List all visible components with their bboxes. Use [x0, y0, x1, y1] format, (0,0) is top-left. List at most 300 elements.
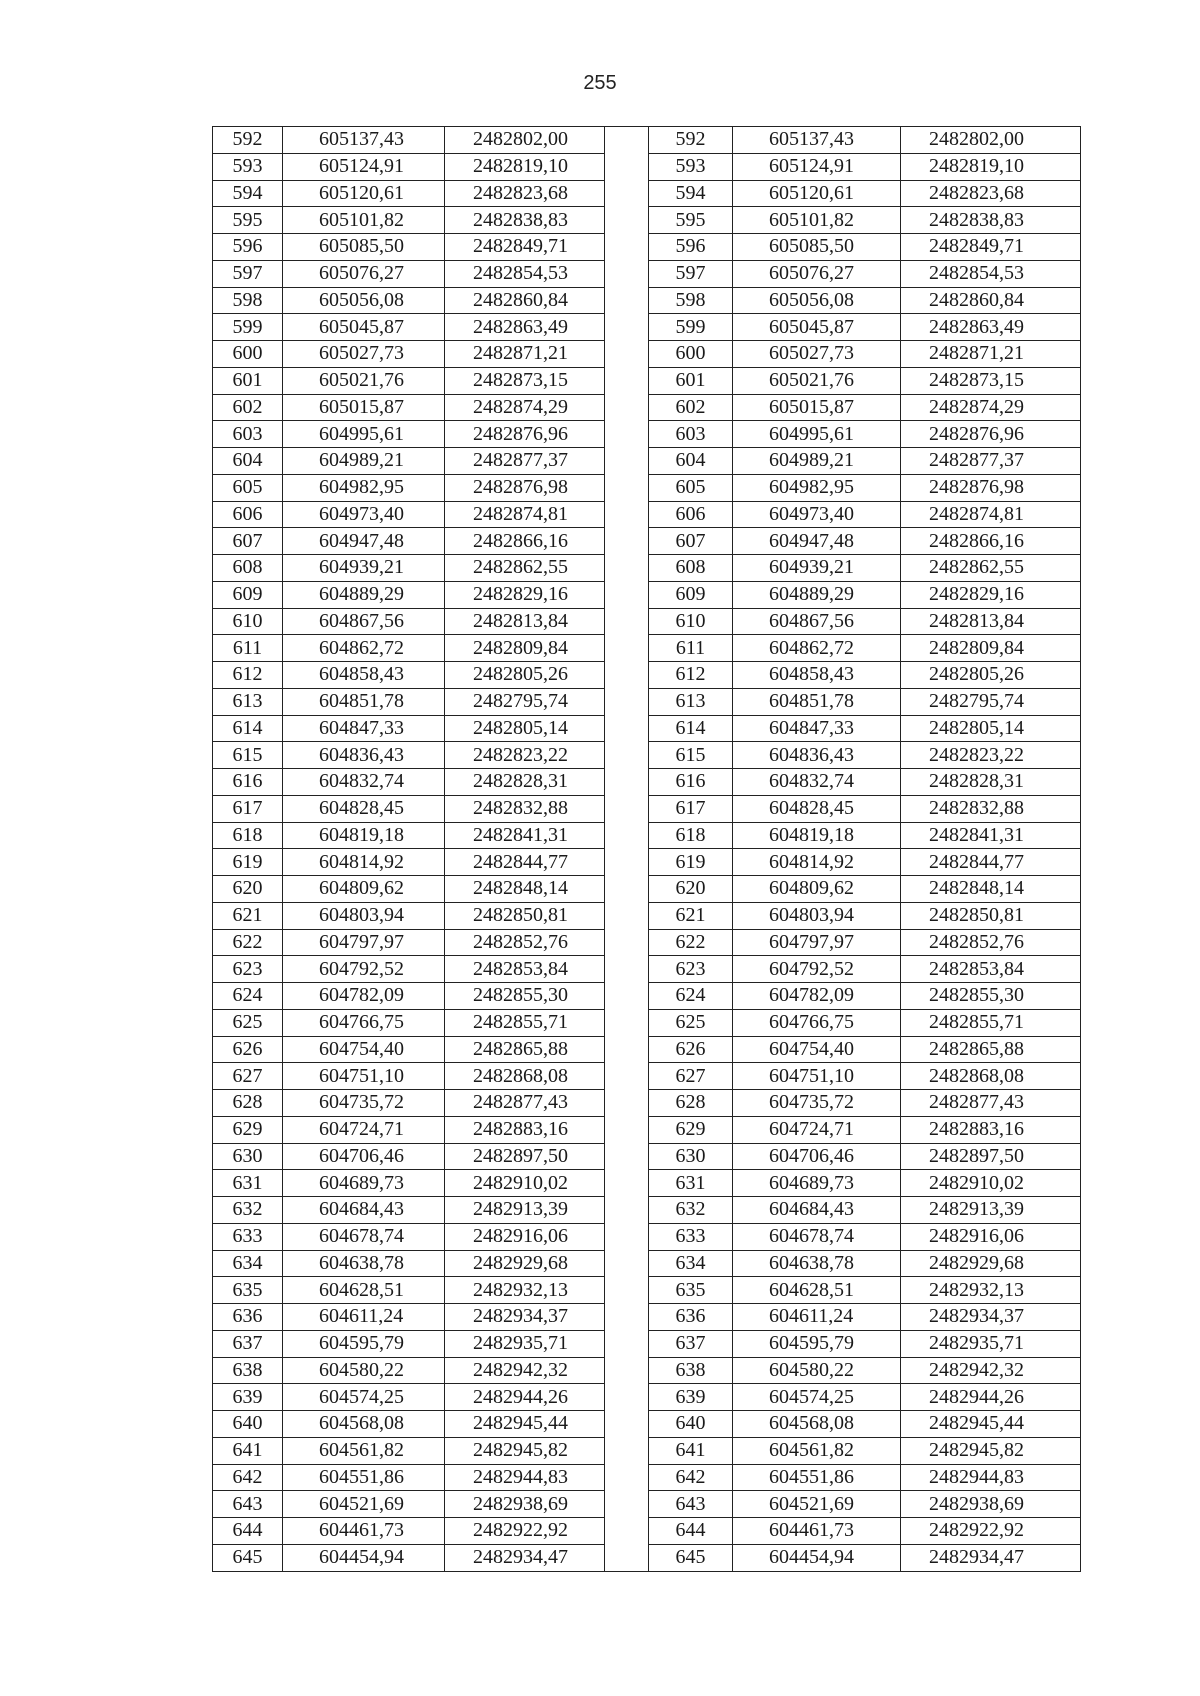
table-row [213, 555, 1081, 582]
x-coordinate-left: 604595,79 [283, 1330, 445, 1357]
point-number-left: 628 [213, 1090, 283, 1117]
column-gap [605, 662, 649, 689]
point-number-right: 644 [649, 1518, 733, 1545]
x-coordinate-right: 604461,73 [733, 1518, 901, 1545]
y-coordinate-left: 2482855,30 [445, 983, 605, 1010]
x-coordinate-right: 604551,86 [733, 1464, 901, 1491]
point-number-right: 599 [649, 314, 733, 341]
column-gap [605, 234, 649, 261]
column-gap [605, 1170, 649, 1197]
column-gap [605, 314, 649, 341]
point-number-right: 626 [649, 1036, 733, 1063]
x-coordinate-right: 604766,75 [733, 1009, 901, 1036]
table-row [213, 1116, 1081, 1143]
x-coordinate-left: 604574,25 [283, 1384, 445, 1411]
x-coordinate-right: 605137,43 [733, 127, 901, 154]
point-number-right: 641 [649, 1437, 733, 1464]
table-row [213, 1036, 1081, 1063]
column-gap [605, 341, 649, 368]
point-number-left: 639 [213, 1384, 283, 1411]
y-coordinate-right: 2482852,76 [901, 929, 1081, 956]
x-coordinate-left: 604814,92 [283, 849, 445, 876]
x-coordinate-left: 604568,08 [283, 1411, 445, 1438]
y-coordinate-left: 2482945,82 [445, 1437, 605, 1464]
y-coordinate-left: 2482944,83 [445, 1464, 605, 1491]
table-row [213, 1063, 1081, 1090]
y-coordinate-left: 2482795,74 [445, 688, 605, 715]
column-gap [605, 1464, 649, 1491]
y-coordinate-left: 2482938,69 [445, 1491, 605, 1518]
point-number-right: 607 [649, 528, 733, 555]
x-coordinate-left: 604847,33 [283, 715, 445, 742]
table-row [213, 1330, 1081, 1357]
x-coordinate-right: 605015,87 [733, 394, 901, 421]
point-number-right: 615 [649, 742, 733, 769]
point-number-right: 592 [649, 127, 733, 154]
point-number-right: 613 [649, 688, 733, 715]
point-number-left: 641 [213, 1437, 283, 1464]
x-coordinate-left: 605076,27 [283, 260, 445, 287]
x-coordinate-right: 605101,82 [733, 207, 901, 234]
point-number-left: 637 [213, 1330, 283, 1357]
table-row [213, 1223, 1081, 1250]
y-coordinate-right: 2482871,21 [901, 341, 1081, 368]
point-number-right: 623 [649, 956, 733, 983]
y-coordinate-left: 2482823,68 [445, 180, 605, 207]
table-row [213, 1304, 1081, 1331]
y-coordinate-left: 2482862,55 [445, 555, 605, 582]
point-number-right: 619 [649, 849, 733, 876]
x-coordinate-left: 604561,82 [283, 1437, 445, 1464]
x-coordinate-left: 604751,10 [283, 1063, 445, 1090]
y-coordinate-left: 2482863,49 [445, 314, 605, 341]
y-coordinate-left: 2482802,00 [445, 127, 605, 154]
point-number-left: 604 [213, 448, 283, 475]
x-coordinate-left: 604724,71 [283, 1116, 445, 1143]
table-row [213, 1518, 1081, 1545]
x-coordinate-right: 605045,87 [733, 314, 901, 341]
table-row [213, 742, 1081, 769]
y-coordinate-right: 2482805,26 [901, 662, 1081, 689]
y-coordinate-left: 2482805,26 [445, 662, 605, 689]
x-coordinate-right: 604638,78 [733, 1250, 901, 1277]
y-coordinate-right: 2482850,81 [901, 902, 1081, 929]
x-coordinate-left: 605056,08 [283, 287, 445, 314]
column-gap [605, 448, 649, 475]
x-coordinate-left: 604867,56 [283, 608, 445, 635]
column-gap [605, 876, 649, 903]
x-coordinate-right: 604828,45 [733, 795, 901, 822]
table-row [213, 448, 1081, 475]
column-gap [605, 501, 649, 528]
y-coordinate-right: 2482802,00 [901, 127, 1081, 154]
point-number-left: 624 [213, 983, 283, 1010]
x-coordinate-right: 605085,50 [733, 234, 901, 261]
point-number-left: 599 [213, 314, 283, 341]
point-number-left: 643 [213, 1491, 283, 1518]
y-coordinate-right: 2482897,50 [901, 1143, 1081, 1170]
point-number-right: 596 [649, 234, 733, 261]
x-coordinate-left: 604521,69 [283, 1491, 445, 1518]
column-gap [605, 769, 649, 796]
x-coordinate-right: 604867,56 [733, 608, 901, 635]
y-coordinate-left: 2482910,02 [445, 1170, 605, 1197]
x-coordinate-left: 605021,76 [283, 367, 445, 394]
column-gap [605, 715, 649, 742]
y-coordinate-right: 2482877,37 [901, 448, 1081, 475]
table-row [213, 956, 1081, 983]
point-number-left: 613 [213, 688, 283, 715]
point-number-left: 630 [213, 1143, 283, 1170]
x-coordinate-left: 604947,48 [283, 528, 445, 555]
point-number-right: 608 [649, 555, 733, 582]
y-coordinate-right: 2482935,71 [901, 1330, 1081, 1357]
column-gap [605, 1036, 649, 1063]
y-coordinate-left: 2482877,37 [445, 448, 605, 475]
x-coordinate-left: 604678,74 [283, 1223, 445, 1250]
y-coordinate-left: 2482860,84 [445, 287, 605, 314]
x-coordinate-right: 604797,97 [733, 929, 901, 956]
x-coordinate-left: 604797,97 [283, 929, 445, 956]
x-coordinate-left: 604889,29 [283, 581, 445, 608]
point-number-left: 631 [213, 1170, 283, 1197]
point-number-left: 614 [213, 715, 283, 742]
table-row [213, 1143, 1081, 1170]
x-coordinate-left: 604819,18 [283, 822, 445, 849]
point-number-right: 636 [649, 1304, 733, 1331]
y-coordinate-right: 2482942,32 [901, 1357, 1081, 1384]
x-coordinate-right: 604809,62 [733, 876, 901, 903]
point-number-left: 618 [213, 822, 283, 849]
point-number-right: 625 [649, 1009, 733, 1036]
table-row [213, 662, 1081, 689]
point-number-left: 625 [213, 1009, 283, 1036]
point-number-right: 620 [649, 876, 733, 903]
x-coordinate-left: 604782,09 [283, 983, 445, 1010]
y-coordinate-left: 2482805,14 [445, 715, 605, 742]
point-number-left: 633 [213, 1223, 283, 1250]
table-row [213, 127, 1081, 154]
point-number-left: 619 [213, 849, 283, 876]
x-coordinate-left: 604735,72 [283, 1090, 445, 1117]
y-coordinate-left: 2482844,77 [445, 849, 605, 876]
column-gap [605, 207, 649, 234]
y-coordinate-right: 2482823,22 [901, 742, 1081, 769]
y-coordinate-right: 2482805,14 [901, 715, 1081, 742]
x-coordinate-left: 604989,21 [283, 448, 445, 475]
y-coordinate-left: 2482855,71 [445, 1009, 605, 1036]
y-coordinate-left: 2482850,81 [445, 902, 605, 929]
x-coordinate-left: 604689,73 [283, 1170, 445, 1197]
table-row [213, 1277, 1081, 1304]
point-number-right: 630 [649, 1143, 733, 1170]
y-coordinate-right: 2482854,53 [901, 260, 1081, 287]
point-number-right: 628 [649, 1090, 733, 1117]
column-gap [605, 608, 649, 635]
x-coordinate-right: 604580,22 [733, 1357, 901, 1384]
column-gap [605, 474, 649, 501]
column-gap [605, 1277, 649, 1304]
y-coordinate-right: 2482874,81 [901, 501, 1081, 528]
x-coordinate-right: 604939,21 [733, 555, 901, 582]
y-coordinate-right: 2482832,88 [901, 795, 1081, 822]
table-row [213, 715, 1081, 742]
column-gap [605, 1544, 649, 1571]
point-number-right: 605 [649, 474, 733, 501]
table-row [213, 608, 1081, 635]
point-number-left: 645 [213, 1544, 283, 1571]
table-row [213, 260, 1081, 287]
coordinates-table [212, 126, 1081, 1572]
x-coordinate-left: 604851,78 [283, 688, 445, 715]
x-coordinate-left: 604982,95 [283, 474, 445, 501]
point-number-left: 620 [213, 876, 283, 903]
point-number-right: 612 [649, 662, 733, 689]
table-row [213, 528, 1081, 555]
column-gap [605, 822, 649, 849]
column-gap [605, 688, 649, 715]
column-gap [605, 1063, 649, 1090]
column-gap [605, 635, 649, 662]
x-coordinate-right: 604862,72 [733, 635, 901, 662]
y-coordinate-left: 2482935,71 [445, 1330, 605, 1357]
point-number-left: 605 [213, 474, 283, 501]
column-gap [605, 1143, 649, 1170]
x-coordinate-right: 605056,08 [733, 287, 901, 314]
x-coordinate-left: 604792,52 [283, 956, 445, 983]
y-coordinate-right: 2482841,31 [901, 822, 1081, 849]
point-number-right: 643 [649, 1491, 733, 1518]
x-coordinate-right: 604847,33 [733, 715, 901, 742]
point-number-right: 639 [649, 1384, 733, 1411]
x-coordinate-right: 605124,91 [733, 153, 901, 180]
x-coordinate-right: 604568,08 [733, 1411, 901, 1438]
point-number-right: 593 [649, 153, 733, 180]
x-coordinate-left: 604973,40 [283, 501, 445, 528]
point-number-right: 645 [649, 1544, 733, 1571]
point-number-left: 602 [213, 394, 283, 421]
y-coordinate-right: 2482828,31 [901, 769, 1081, 796]
point-number-left: 595 [213, 207, 283, 234]
point-number-left: 608 [213, 555, 283, 582]
point-number-right: 621 [649, 902, 733, 929]
point-number-left: 612 [213, 662, 283, 689]
y-coordinate-right: 2482868,08 [901, 1063, 1081, 1090]
point-number-right: 610 [649, 608, 733, 635]
x-coordinate-left: 604995,61 [283, 421, 445, 448]
y-coordinate-left: 2482854,53 [445, 260, 605, 287]
point-number-left: 600 [213, 341, 283, 368]
table-row [213, 795, 1081, 822]
y-coordinate-left: 2482942,32 [445, 1357, 605, 1384]
x-coordinate-right: 604521,69 [733, 1491, 901, 1518]
x-coordinate-right: 604754,40 [733, 1036, 901, 1063]
x-coordinate-right: 604628,51 [733, 1277, 901, 1304]
y-coordinate-left: 2482944,26 [445, 1384, 605, 1411]
table-row [213, 876, 1081, 903]
point-number-right: 602 [649, 394, 733, 421]
x-coordinate-right: 604611,24 [733, 1304, 901, 1331]
table-row [213, 1544, 1081, 1571]
column-gap [605, 421, 649, 448]
y-coordinate-left: 2482873,15 [445, 367, 605, 394]
column-gap [605, 1411, 649, 1438]
point-number-right: 603 [649, 421, 733, 448]
y-coordinate-left: 2482913,39 [445, 1197, 605, 1224]
x-coordinate-left: 604638,78 [283, 1250, 445, 1277]
table-row [213, 1090, 1081, 1117]
page-number: 255 [583, 72, 617, 94]
x-coordinate-right: 604454,94 [733, 1544, 901, 1571]
coordinates-table-body [213, 127, 1081, 1572]
point-number-left: 636 [213, 1304, 283, 1331]
x-coordinate-right: 604803,94 [733, 902, 901, 929]
x-coordinate-left: 604862,72 [283, 635, 445, 662]
y-coordinate-right: 2482860,84 [901, 287, 1081, 314]
point-number-left: 617 [213, 795, 283, 822]
point-number-right: 601 [649, 367, 733, 394]
column-gap [605, 180, 649, 207]
point-number-right: 637 [649, 1330, 733, 1357]
column-gap [605, 983, 649, 1010]
column-gap [605, 1197, 649, 1224]
x-coordinate-left: 604754,40 [283, 1036, 445, 1063]
x-coordinate-right: 604889,29 [733, 581, 901, 608]
y-coordinate-right: 2482944,26 [901, 1384, 1081, 1411]
column-gap [605, 1357, 649, 1384]
x-coordinate-left: 605137,43 [283, 127, 445, 154]
y-coordinate-right: 2482823,68 [901, 180, 1081, 207]
point-number-left: 621 [213, 902, 283, 929]
y-coordinate-right: 2482932,13 [901, 1277, 1081, 1304]
column-gap [605, 367, 649, 394]
x-coordinate-right: 605027,73 [733, 341, 901, 368]
x-coordinate-left: 604580,22 [283, 1357, 445, 1384]
x-coordinate-left: 605045,87 [283, 314, 445, 341]
y-coordinate-left: 2482848,14 [445, 876, 605, 903]
x-coordinate-right: 604973,40 [733, 501, 901, 528]
column-gap [605, 1330, 649, 1357]
y-coordinate-right: 2482934,37 [901, 1304, 1081, 1331]
x-coordinate-right: 604595,79 [733, 1330, 901, 1357]
x-coordinate-right: 604982,95 [733, 474, 901, 501]
x-coordinate-left: 604832,74 [283, 769, 445, 796]
table-row [213, 234, 1081, 261]
y-coordinate-left: 2482922,92 [445, 1518, 605, 1545]
x-coordinate-left: 604766,75 [283, 1009, 445, 1036]
x-coordinate-left: 604454,94 [283, 1544, 445, 1571]
table-row [213, 1491, 1081, 1518]
x-coordinate-left: 604628,51 [283, 1277, 445, 1304]
table-row [213, 983, 1081, 1010]
y-coordinate-right: 2482876,98 [901, 474, 1081, 501]
x-coordinate-right: 604751,10 [733, 1063, 901, 1090]
y-coordinate-right: 2482944,83 [901, 1464, 1081, 1491]
y-coordinate-right: 2482938,69 [901, 1491, 1081, 1518]
y-coordinate-right: 2482934,47 [901, 1544, 1081, 1571]
y-coordinate-left: 2482853,84 [445, 956, 605, 983]
point-number-right: 597 [649, 260, 733, 287]
y-coordinate-left: 2482819,10 [445, 153, 605, 180]
y-coordinate-right: 2482855,30 [901, 983, 1081, 1010]
x-coordinate-left: 604551,86 [283, 1464, 445, 1491]
column-gap [605, 1116, 649, 1143]
table-row [213, 1411, 1081, 1438]
point-number-right: 609 [649, 581, 733, 608]
y-coordinate-left: 2482883,16 [445, 1116, 605, 1143]
x-coordinate-right: 604851,78 [733, 688, 901, 715]
y-coordinate-left: 2482852,76 [445, 929, 605, 956]
x-coordinate-right: 604814,92 [733, 849, 901, 876]
table-row [213, 207, 1081, 234]
y-coordinate-right: 2482916,06 [901, 1223, 1081, 1250]
table-row [213, 474, 1081, 501]
point-number-right: 640 [649, 1411, 733, 1438]
y-coordinate-right: 2482945,44 [901, 1411, 1081, 1438]
x-coordinate-left: 604939,21 [283, 555, 445, 582]
point-number-left: 629 [213, 1116, 283, 1143]
point-number-right: 611 [649, 635, 733, 662]
point-number-left: 598 [213, 287, 283, 314]
x-coordinate-right: 604858,43 [733, 662, 901, 689]
y-coordinate-right: 2482838,83 [901, 207, 1081, 234]
table-row [213, 822, 1081, 849]
table-row [213, 635, 1081, 662]
x-coordinate-right: 604819,18 [733, 822, 901, 849]
column-gap [605, 555, 649, 582]
point-number-left: 607 [213, 528, 283, 555]
column-gap [605, 849, 649, 876]
y-coordinate-left: 2482841,31 [445, 822, 605, 849]
x-coordinate-right: 604782,09 [733, 983, 901, 1010]
point-number-left: 644 [213, 1518, 283, 1545]
point-number-left: 642 [213, 1464, 283, 1491]
y-coordinate-right: 2482866,16 [901, 528, 1081, 555]
y-coordinate-right: 2482863,49 [901, 314, 1081, 341]
point-number-right: 606 [649, 501, 733, 528]
table-row [213, 1464, 1081, 1491]
x-coordinate-left: 604809,62 [283, 876, 445, 903]
table-row [213, 769, 1081, 796]
y-coordinate-right: 2482922,92 [901, 1518, 1081, 1545]
y-coordinate-left: 2482934,47 [445, 1544, 605, 1571]
x-coordinate-right: 604836,43 [733, 742, 901, 769]
column-gap [605, 956, 649, 983]
table-row [213, 421, 1081, 448]
column-gap [605, 260, 649, 287]
point-number-right: 600 [649, 341, 733, 368]
column-gap [605, 1518, 649, 1545]
table-row [213, 1197, 1081, 1224]
point-number-right: 604 [649, 448, 733, 475]
point-number-left: 626 [213, 1036, 283, 1063]
table-row [213, 341, 1081, 368]
point-number-left: 632 [213, 1197, 283, 1224]
point-number-left: 610 [213, 608, 283, 635]
y-coordinate-right: 2482795,74 [901, 688, 1081, 715]
point-number-right: 617 [649, 795, 733, 822]
x-coordinate-left: 605015,87 [283, 394, 445, 421]
y-coordinate-right: 2482829,16 [901, 581, 1081, 608]
x-coordinate-left: 604803,94 [283, 902, 445, 929]
x-coordinate-right: 604989,21 [733, 448, 901, 475]
y-coordinate-left: 2482932,13 [445, 1277, 605, 1304]
x-coordinate-right: 604832,74 [733, 769, 901, 796]
table-row [213, 1250, 1081, 1277]
x-coordinate-right: 604706,46 [733, 1143, 901, 1170]
point-number-right: 642 [649, 1464, 733, 1491]
table-row [213, 1357, 1081, 1384]
